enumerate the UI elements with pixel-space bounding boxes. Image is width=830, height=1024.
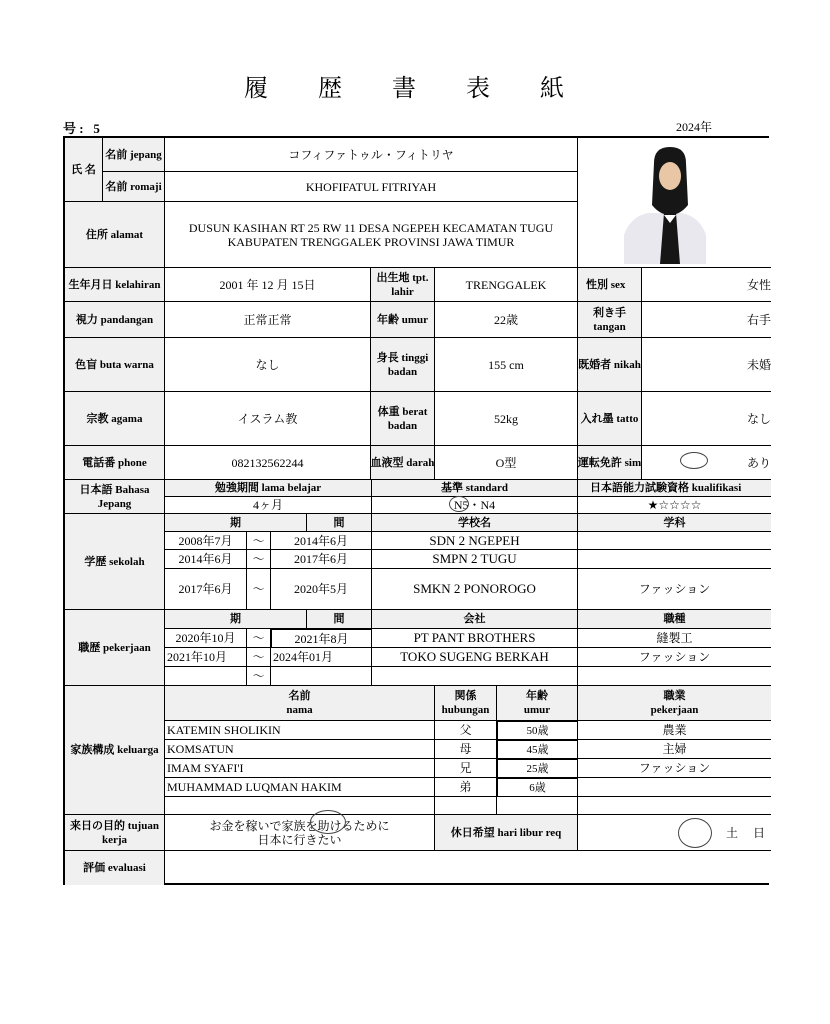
blood-value: O型: [435, 446, 578, 480]
work-header-name: 会社: [372, 610, 578, 629]
family-header-name: 名前 nama: [165, 686, 435, 721]
name-jp-label: 名前 jepang: [103, 138, 165, 172]
blood-label: 血液型 darah: [371, 446, 435, 480]
language-label: 日本語 Bahasa Jepang: [65, 480, 165, 514]
applicant-photo: [624, 143, 706, 264]
school-row-3-to: 2020年5月: [271, 569, 372, 610]
family-row-4-rel: 弟: [435, 778, 497, 797]
colorblind-value: なし: [165, 338, 371, 392]
hand-value: 右手: [642, 302, 771, 338]
family-row-1-age: 50歳: [497, 721, 578, 740]
family-header-rel: 関係 hubungan: [435, 686, 497, 721]
school-label: 学歴 sekolah: [65, 514, 165, 610]
tattoo-label: 入れ墨 tatto: [578, 392, 642, 446]
name-romaji-label: 名前 romaji: [103, 172, 165, 202]
family-row-3-job: ファッション: [578, 759, 771, 778]
holiday-circle-mark: [678, 818, 712, 848]
married-value: 未婚: [642, 338, 771, 392]
document-number: 号 : 5: [63, 121, 100, 136]
family-row-4-name: MUHAMMAD LUQMAN HAKIM: [165, 778, 435, 797]
height-label: 身長 tinggi badan: [371, 338, 435, 392]
family-row-5-name: [165, 797, 435, 815]
work-row-1-name: PT PANT BROTHERS: [372, 629, 578, 648]
work-row-3-name: [372, 667, 578, 686]
holiday-label: 休日希望 hari libur req: [435, 815, 578, 851]
school-row-1-major: [578, 532, 771, 550]
school-header-major: 学科: [578, 514, 771, 532]
vision-label: 視力 pandangan: [65, 302, 165, 338]
sex-value: 女性: [642, 268, 771, 302]
weight-value: 52kg: [435, 392, 578, 446]
family-row-2-rel: 母: [435, 740, 497, 759]
birth-label: 生年月日 kelahiran: [65, 268, 165, 302]
family-row-5-job: [578, 797, 771, 815]
age-label: 年齢 umur: [371, 302, 435, 338]
family-row-1-rel: 父: [435, 721, 497, 740]
language-standard-header: 基準 standard: [372, 480, 578, 497]
work-row-1-from: 2020年10月: [165, 629, 247, 648]
family-row-1-name: KATEMIN SHOLIKIN: [165, 721, 435, 740]
language-qual-value: ★☆☆☆☆: [578, 497, 771, 514]
standard-circle-mark: [449, 496, 469, 512]
language-standard-value: N5・N4: [372, 497, 578, 514]
family-row-2-job: 主婦: [578, 740, 771, 759]
family-header-age: 年齢 umur: [497, 686, 578, 721]
family-row-3-name: IMAM SYAFI'I: [165, 759, 435, 778]
evaluation-label: 評価 evaluasi: [65, 851, 165, 885]
family-label: 家族構成 keluarga: [65, 686, 165, 815]
birthplace-value: TRENGGALEK: [435, 268, 578, 302]
purpose-value: お金を稼いで家族を助けるために日本に行きたい: [165, 815, 435, 851]
name-jp-value: コフィファトゥル・フィトリヤ: [165, 138, 578, 172]
family-row-4-age: 6歳: [497, 778, 578, 797]
work-row-2-job: ファッション: [578, 648, 771, 667]
person-photo-icon: [624, 143, 706, 264]
birthplace-label: 出生地 tpt. lahir: [371, 268, 435, 302]
family-header-job: 職業 pekerjaan: [578, 686, 771, 721]
language-period-header: 勉強期間 lama belajar: [165, 480, 372, 497]
work-row-3-from: [165, 667, 247, 686]
phone-value: 082132562244: [165, 446, 371, 480]
work-row-2-name: TOKO SUGENG BERKAH: [372, 648, 578, 667]
school-row-2-from: 2014年6月: [165, 550, 247, 569]
purpose-circle-mark: [310, 810, 346, 834]
address-value: DUSUN KASIHAN RT 25 RW 11 DESA NGEPEH KECAMATAN TUGU KABUPATEN TRENGGALEK PROVINSI JAWA TIMUR: [165, 202, 578, 268]
family-row-3-age: 25歳: [497, 759, 578, 778]
work-row-3-job: [578, 667, 771, 686]
school-row-3-name: SMKN 2 PONOROGO: [372, 569, 578, 610]
sim-circle-mark: [680, 452, 708, 469]
sim-value: あり: [642, 446, 771, 480]
family-row-2-name: KOMSATUN: [165, 740, 435, 759]
hand-label: 利き手 tangan: [578, 302, 642, 338]
document-date: 2024年: [676, 120, 713, 134]
work-row-1-to: 2021年8月: [271, 629, 372, 648]
work-row-2-from: 2021年10月: [165, 648, 247, 667]
evaluation-value: [165, 851, 771, 885]
phone-label: 電話番 phone: [65, 446, 165, 480]
address-label: 住所 alamat: [65, 202, 165, 268]
religion-value: イスラム教: [165, 392, 371, 446]
work-label: 職歴 pekerjaan: [65, 610, 165, 686]
school-row-3-major: ファッション: [578, 569, 771, 610]
school-row-1-to: 2014年6月: [271, 532, 372, 550]
school-row-1-name: SDN 2 NGEPEH: [372, 532, 578, 550]
work-header-job: 職種: [578, 610, 771, 629]
family-row-5-age: [497, 797, 578, 815]
name-side-label: 氏 名: [65, 138, 103, 202]
height-value: 155 cm: [435, 338, 578, 392]
language-period-value: 4ヶ月: [165, 497, 372, 514]
school-row-3-sep: ～: [247, 569, 271, 610]
school-header-name: 学校名: [372, 514, 578, 532]
work-header-from: 期: [165, 610, 307, 629]
sim-label: 運転免許 sim: [578, 446, 642, 480]
holiday-value: 土 日: [578, 815, 771, 851]
family-row-2-age: 45歳: [497, 740, 578, 759]
family-row-5-rel: [435, 797, 497, 815]
vision-value: 正常正常: [165, 302, 371, 338]
age-value: 22歳: [435, 302, 578, 338]
work-row-2-to: 2024年01月: [271, 648, 372, 667]
work-row-3-sep: ～: [247, 667, 271, 686]
sex-label: 性別 sex: [578, 268, 642, 302]
school-row-2-to: 2017年6月: [271, 550, 372, 569]
family-row-1-job: 農業: [578, 721, 771, 740]
school-row-3-from: 2017年6月: [165, 569, 247, 610]
work-row-1-job: 縫製工: [578, 629, 771, 648]
family-row-4-job: [578, 778, 771, 797]
colorblind-label: 色盲 buta warna: [65, 338, 165, 392]
tattoo-value: なし: [642, 392, 771, 446]
school-header-to: 間: [307, 514, 372, 532]
school-header-from: 期: [165, 514, 307, 532]
school-row-2-major: [578, 550, 771, 569]
school-row-1-sep: ～: [247, 532, 271, 550]
work-row-3-to: [271, 667, 372, 686]
weight-label: 体重 berat badan: [371, 392, 435, 446]
name-romaji-value: KHOFIFATUL FITRIYAH: [165, 172, 578, 202]
work-row-1-sep: ～: [247, 629, 271, 648]
school-row-2-name: SMPN 2 TUGU: [372, 550, 578, 569]
language-qual-header: 日本語能力試験資格 kualifikasi: [578, 480, 771, 497]
school-row-2-sep: ～: [247, 550, 271, 569]
religion-label: 宗教 agama: [65, 392, 165, 446]
family-row-3-rel: 兄: [435, 759, 497, 778]
page-title: 履 歴 書 表 紙: [244, 76, 586, 102]
married-label: 既婚者 nikah: [578, 338, 642, 392]
purpose-label: 来日の目的 tujuan kerja: [65, 815, 165, 851]
school-row-1-from: 2008年7月: [165, 532, 247, 550]
work-header-to: 間: [307, 610, 372, 629]
work-row-2-sep: ～: [247, 648, 271, 667]
birth-value: 2001 年 12 月 15日: [165, 268, 371, 302]
